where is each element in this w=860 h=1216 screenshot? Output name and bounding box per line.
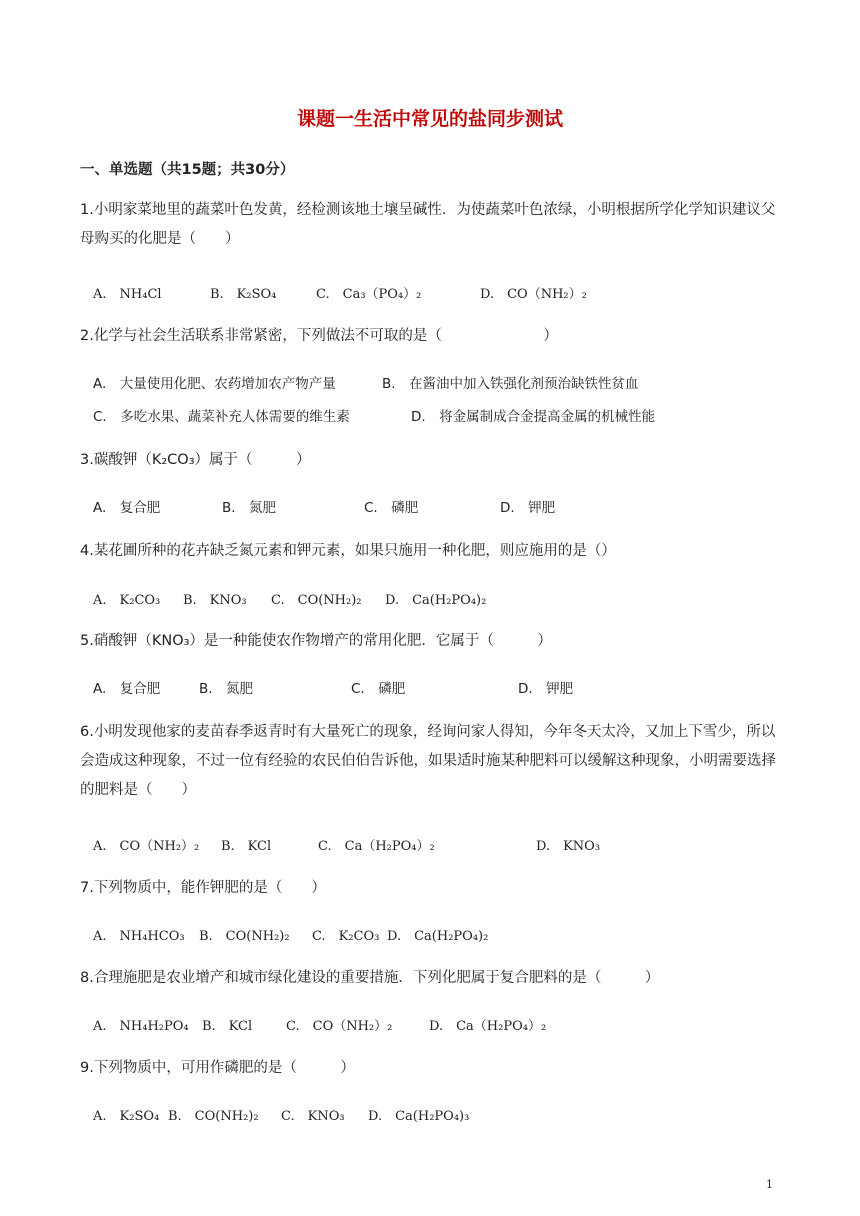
question-7-options bbox=[93, 925, 488, 944]
question-2-options-row1 bbox=[93, 372, 639, 392]
question-8-stem: 8.合理施肥是农业增产和城市绿化建设的重要措施．下列化肥属于复合肥料的是（ ） bbox=[80, 970, 660, 986]
option-a[interactable]: A. NH₄Cl bbox=[93, 287, 162, 302]
question-5-options bbox=[93, 677, 573, 697]
option-d[interactable]: D. Ca(H₂PO₄)₂ bbox=[385, 593, 487, 608]
option-a[interactable]: A. 复合肥 bbox=[93, 681, 161, 697]
option-c[interactable]: C. 磷肥 bbox=[364, 500, 419, 516]
option-c[interactable]: C. CO（NH₂）₂ bbox=[286, 1019, 393, 1034]
option-a[interactable]: A. NH₄H₂PO₄ bbox=[93, 1019, 189, 1034]
option-b[interactable]: B. 在酱油中加入铁强化剂预治缺铁性贫血 bbox=[382, 376, 639, 392]
option-d[interactable]: D. 将金属制成合金提高金属的机械性能 bbox=[411, 409, 656, 425]
question-8-options bbox=[93, 1015, 546, 1034]
question-1-options bbox=[93, 283, 587, 302]
option-d[interactable]: D. Ca（H₂PO₄）₂ bbox=[429, 1019, 547, 1034]
question-3-options bbox=[93, 496, 555, 516]
question-6-stem: 6.小明发现他家的麦苗春季返青时有大量死亡的现象，经询问家人得知，今年冬天太冷，又加上下雪少，所以会造成这种现象，不过一位有经验的农民伯伯告诉他，如果适时施某种肥料可以缓解这种现象，小明需要选择的肥料是（ ） bbox=[80, 724, 776, 798]
option-c[interactable]: C. 磷肥 bbox=[351, 681, 406, 697]
option-a[interactable]: A. 复合肥 bbox=[93, 500, 161, 516]
option-c[interactable]: C. 多吃水果、蔬菜补充人体需要的维生素 bbox=[93, 409, 350, 425]
option-c[interactable]: C. K₂CO₃ bbox=[312, 929, 380, 944]
option-b[interactable]: B. K₂SO₄ bbox=[210, 287, 277, 302]
option-b[interactable]: B. KNO₃ bbox=[183, 593, 247, 608]
option-b[interactable]: B. 氮肥 bbox=[222, 500, 277, 516]
question-6-options bbox=[93, 835, 600, 854]
option-b[interactable]: B. KCl bbox=[221, 839, 272, 854]
option-d[interactable]: D. KNO₃ bbox=[536, 839, 601, 854]
option-c[interactable]: C. KNO₃ bbox=[281, 1109, 345, 1124]
option-c[interactable]: C. CO(NH₂)₂ bbox=[271, 593, 362, 608]
option-a[interactable]: A. 大量使用化肥、农药增加农产物产量 bbox=[93, 376, 336, 392]
question-4-stem: 4.某花圃所种的花卉缺乏氮元素和钾元素，如果只施用一种化肥，则应施用的是（） bbox=[80, 543, 616, 559]
question-9-options bbox=[93, 1105, 469, 1124]
question-3-stem: 3.碳酸钾（K₂CO₃）属于（ ） bbox=[80, 452, 311, 468]
question-2-stem: 2.化学与社会生活联系非常紧密，下列做法不可取的是（ ） bbox=[80, 328, 558, 344]
question-9-stem: 9.下列物质中，可用作磷肥的是（ ） bbox=[80, 1060, 355, 1076]
option-b[interactable]: B. CO(NH₂)₂ bbox=[168, 1109, 259, 1124]
question-1-stem: 1.小明家菜地里的蔬菜叶色发黄，经检测该地土壤呈碱性．为使蔬菜叶色浓绿，小明根据所学化学知识建议父母购买的化肥是（ ） bbox=[80, 202, 776, 247]
option-d[interactable]: D. Ca(H₂PO₄)₂ bbox=[387, 929, 489, 944]
option-a[interactable]: A. K₂CO₃ bbox=[93, 593, 161, 608]
section-heading: 一、单选题（共15题；共30分） bbox=[80, 162, 295, 178]
option-d[interactable]: D. 钾肥 bbox=[500, 500, 556, 516]
option-b[interactable]: B. CO(NH₂)₂ bbox=[199, 929, 290, 944]
option-d[interactable]: D. 钾肥 bbox=[518, 681, 574, 697]
option-a[interactable]: A. CO（NH₂）₂ bbox=[93, 839, 200, 854]
option-c[interactable]: C. Ca（H₂PO₄）₂ bbox=[318, 839, 435, 854]
page-title: 课题一生活中常见的盐同步测试 bbox=[296, 108, 563, 130]
question-4-options bbox=[93, 589, 486, 608]
option-d[interactable]: D. CO（NH₂）₂ bbox=[480, 287, 587, 302]
question-7-stem: 7.下列物质中，能作钾肥的是（ ） bbox=[80, 880, 326, 896]
question-5-stem: 5.硝酸钾（KNO₃）是一种能使农作物增产的常用化肥．它属于（ ） bbox=[80, 633, 552, 649]
option-c[interactable]: C. Ca₃（PO₄）₂ bbox=[316, 287, 422, 302]
option-d[interactable]: D. Ca(H₂PO₄)₃ bbox=[368, 1109, 470, 1124]
option-a[interactable]: A. K₂SO₄ bbox=[93, 1109, 160, 1124]
option-b[interactable]: B. KCl bbox=[202, 1019, 253, 1034]
question-2-options-row2 bbox=[93, 405, 655, 425]
page-number: 1 bbox=[766, 1178, 773, 1191]
option-b[interactable]: B. 氮肥 bbox=[199, 681, 254, 697]
option-a[interactable]: A. NH₄HCO₃ bbox=[93, 929, 185, 944]
